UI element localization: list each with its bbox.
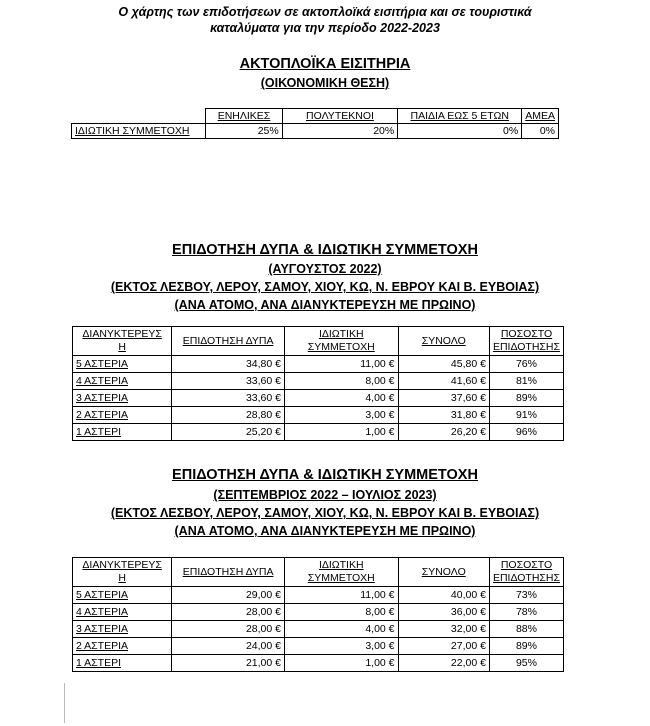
table-row: [73, 604, 564, 621]
table-row: [72, 124, 559, 139]
tickets-subtitle: (ΟΙΚΟΝΟΜΙΚΗ ΘΕΣΗ): [260, 76, 390, 90]
value-children: 0%: [398, 124, 522, 139]
sep-table: [72, 557, 564, 672]
cell-dypa: 28,80 €: [172, 407, 285, 424]
cell-percentage: 96%: [489, 424, 563, 441]
cell-percentage: 95%: [489, 655, 563, 672]
header-percentage-line1: ΠΟΣΟΣΤΟ: [500, 559, 553, 571]
document-title-line1: Ο χάρτης των επιδοτήσεων σε ακτοπλοϊκά εισιτήρια και σε τουριστικά: [118, 5, 532, 19]
row-label: 3 ΑΣΤΕΡΙΑ: [73, 621, 172, 638]
sep-title: ΕΠΙΔΟΤΗΣΗ ΔΥΠΑ & ΙΔΙΩΤΙΚΗ ΣΥΜΜΕΤΟΧΗ: [172, 467, 478, 483]
header-stay-line2: Η: [118, 341, 126, 353]
cell-total: 36,00 €: [398, 604, 489, 621]
cell-percentage: 76%: [489, 356, 563, 373]
table-row: [73, 407, 564, 424]
header-stay-line1: ΔΙΑΝΥΚΤΕΡΕΥΣ: [82, 559, 162, 571]
value-large-families: 20%: [282, 124, 398, 139]
header-private-line2: ΣΥΜΜΕΤΟΧΗ: [307, 572, 375, 584]
row-label: 2 ΑΣΤΕΡΙΑ: [73, 407, 172, 424]
tickets-table: [71, 108, 559, 139]
table-row: [73, 638, 564, 655]
header-dypa: ΕΠΙΔΟΤΗΣΗ ΔΥΠΑ: [172, 327, 285, 356]
table-row: [73, 424, 564, 441]
row-label: 5 ΑΣΤΕΡΙΑ: [73, 356, 172, 373]
table-row: [73, 621, 564, 638]
aug-period: (ΑΥΓΟΥΣΤΟΣ 2022): [268, 262, 382, 276]
header-large-families: ΠΟΛΥΤΕΚΝΟΙ: [282, 109, 398, 124]
cell-percentage: 91%: [489, 407, 563, 424]
cell-total: 22,00 €: [398, 655, 489, 672]
cell-dypa: 29,00 €: [172, 587, 285, 604]
cell-total: 37,60 €: [398, 390, 489, 407]
cell-private: 4,00 €: [284, 390, 398, 407]
cell-private: 8,00 €: [284, 373, 398, 390]
row-label: 3 ΑΣΤΕΡΙΑ: [73, 390, 172, 407]
sep-exclusions: (ΕΚΤΟΣ ΛΕΣΒΟΥ, ΛΕΡΟΥ, ΣΑΜΟΥ, ΧΙΟΥ, ΚΩ, Ν. ΕΒΡΟΥ ΚΑΙ Β. ΕΥΒΟΙΑΣ): [110, 506, 540, 520]
cell-percentage: 81%: [489, 373, 563, 390]
cell-total: 40,00 €: [398, 587, 489, 604]
table-header-row: [73, 327, 564, 356]
cell-percentage: 89%: [489, 390, 563, 407]
aug-basis: (ΑΝΑ ΑΤΟΜΟ, ΑΝΑ ΔΙΑΝΥΚΤΕΡΕΥΣΗ ΜΕ ΠΡΩΙΝΟ): [174, 298, 476, 312]
tickets-title: ΑΚΤΟΠΛΟΪΚΑ ΕΙΣΙΤΗΡΙΑ: [239, 56, 411, 72]
row-label: 1 ΑΣΤΕΡΙ: [73, 424, 172, 441]
header-stay: [73, 558, 172, 587]
sep-basis: (ΑΝΑ ΑΤΟΜΟ, ΑΝΑ ΔΙΑΝΥΚΤΕΡΕΥΣΗ ΜΕ ΠΡΩΙΝΟ): [174, 524, 476, 538]
header-stay: [73, 327, 172, 356]
aug-title: ΕΠΙΔΟΤΗΣΗ ΔΥΠΑ & ΙΔΙΩΤΙΚΗ ΣΥΜΜΕΤΟΧΗ: [172, 242, 478, 258]
table-header-row: [73, 558, 564, 587]
value-adults: 25%: [206, 124, 282, 139]
table-row: [73, 373, 564, 390]
cell-dypa: 28,00 €: [172, 621, 285, 638]
row-label: 5 ΑΣΤΕΡΙΑ: [73, 587, 172, 604]
row-label: 1 ΑΣΤΕΡΙ: [73, 655, 172, 672]
cell-private: 1,00 €: [284, 655, 398, 672]
cell-dypa: 33,60 €: [172, 390, 285, 407]
header-adults: ΕΝΗΛΙΚΕΣ: [206, 109, 282, 124]
cell-dypa: 34,80 €: [172, 356, 285, 373]
cell-private: 11,00 €: [284, 587, 398, 604]
empty-cell: [72, 109, 206, 124]
table-row: [73, 390, 564, 407]
header-private-line1: ΙΔΙΩΤΙΚΗ: [318, 328, 364, 340]
header-stay-line2: Η: [118, 572, 126, 584]
cell-private: 8,00 €: [284, 604, 398, 621]
aug-exclusions: (ΕΚΤΟΣ ΛΕΣΒΟΥ, ΛΕΡΟΥ, ΣΑΜΟΥ, ΧΙΟΥ, ΚΩ, Ν. ΕΒΡΟΥ ΚΑΙ Β. ΕΥΒΟΙΑΣ): [110, 280, 540, 294]
cell-private: 11,00 €: [284, 356, 398, 373]
row-label: 4 ΑΣΤΕΡΙΑ: [73, 373, 172, 390]
cell-percentage: 89%: [489, 638, 563, 655]
header-percentage: [489, 327, 563, 356]
header-total: ΣΥΝΟΛΟ: [398, 558, 489, 587]
cell-dypa: 28,00 €: [172, 604, 285, 621]
page-margin-line: [64, 683, 65, 723]
header-private: [284, 327, 398, 356]
header-stay-line1: ΔΙΑΝΥΚΤΕΡΕΥΣ: [82, 328, 162, 340]
cell-total: 27,00 €: [398, 638, 489, 655]
table-row: [73, 655, 564, 672]
header-total: ΣΥΝΟΛΟ: [398, 327, 489, 356]
cell-dypa: 21,00 €: [172, 655, 285, 672]
header-percentage: [489, 558, 563, 587]
header-private: [284, 558, 398, 587]
header-children: ΠΑΙΔΙΑ ΕΩΣ 5 ΕΤΩΝ: [398, 109, 522, 124]
sep-period: (ΣΕΠΤΕΜΒΡΙΟΣ 2022 – ΙΟΥΛΙΟΣ 2023): [213, 488, 437, 502]
aug-table: [72, 326, 564, 441]
cell-percentage: 73%: [489, 587, 563, 604]
table-row: [73, 587, 564, 604]
table-header-row: [72, 109, 559, 124]
header-percentage-line1: ΠΟΣΟΣΤΟ: [500, 328, 553, 340]
document-title-line2: καταλύματα για την περίοδο 2022-2023: [210, 21, 440, 35]
header-percentage-line2: ΕΠΙΔΟΤΗΣΗΣ: [492, 341, 560, 353]
cell-dypa: 24,00 €: [172, 638, 285, 655]
cell-private: 4,00 €: [284, 621, 398, 638]
header-disabled: ΑΜΕΑ: [522, 109, 559, 124]
header-private-line1: ΙΔΙΩΤΙΚΗ: [318, 559, 364, 571]
header-dypa: ΕΠΙΔΟΤΗΣΗ ΔΥΠΑ: [172, 558, 285, 587]
cell-dypa: 33,60 €: [172, 373, 285, 390]
cell-percentage: 88%: [489, 621, 563, 638]
header-percentage-line2: ΕΠΙΔΟΤΗΣΗΣ: [492, 572, 560, 584]
cell-total: 26,20 €: [398, 424, 489, 441]
row-label: ΙΔΙΩΤΙΚΗ ΣΥΜΜΕΤΟΧΗ: [72, 124, 206, 139]
header-private-line2: ΣΥΜΜΕΤΟΧΗ: [307, 341, 375, 353]
row-label: 2 ΑΣΤΕΡΙΑ: [73, 638, 172, 655]
cell-private: 3,00 €: [284, 638, 398, 655]
value-disabled: 0%: [522, 124, 559, 139]
document-title: [0, 4, 650, 36]
row-label: 4 ΑΣΤΕΡΙΑ: [73, 604, 172, 621]
cell-total: 31,80 €: [398, 407, 489, 424]
cell-private: 3,00 €: [284, 407, 398, 424]
cell-private: 1,00 €: [284, 424, 398, 441]
cell-total: 32,00 €: [398, 621, 489, 638]
cell-dypa: 25,20 €: [172, 424, 285, 441]
cell-percentage: 78%: [489, 604, 563, 621]
cell-total: 45,80 €: [398, 356, 489, 373]
cell-total: 41,60 €: [398, 373, 489, 390]
table-row: [73, 356, 564, 373]
